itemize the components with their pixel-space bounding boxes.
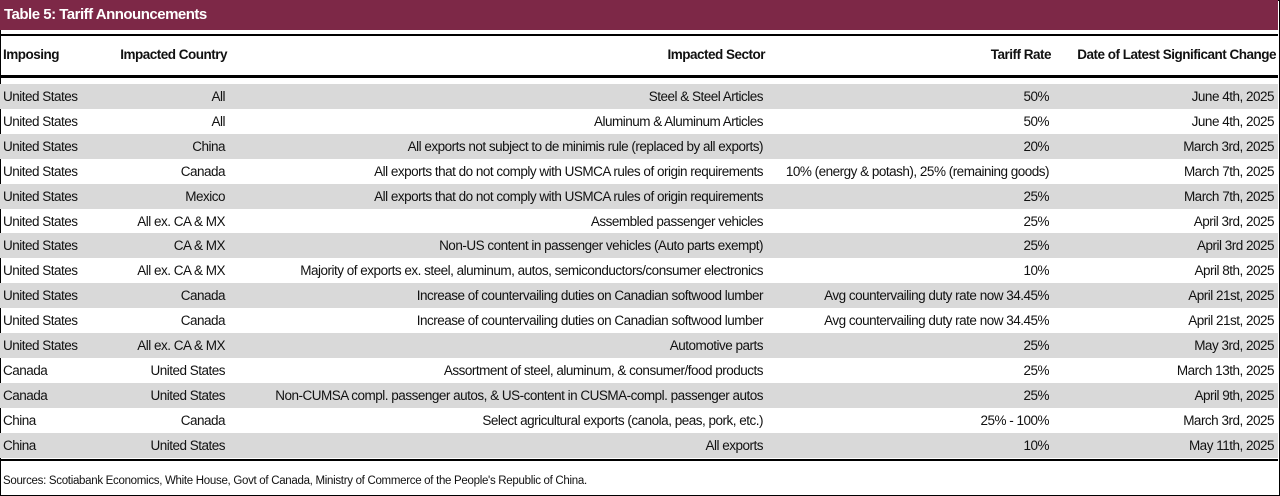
header-date-of-change: Date of Latest Significant Change	[1077, 47, 1276, 62]
cell-impacted-country: Canada	[180, 163, 225, 179]
cell-impacted-country: CA & MX	[173, 238, 225, 254]
cell-date: March 3rd, 2025	[1183, 138, 1274, 154]
table-row	[0, 283, 1278, 308]
cell-impacted-sector: Select agricultural exports (canola, peas, pork, etc.)	[482, 412, 763, 428]
cell-imposing: United States	[3, 138, 78, 154]
table-row	[0, 134, 1278, 159]
cell-tariff-rate: 10%	[1023, 437, 1049, 453]
cell-tariff-rate: 10% (energy & potash), 25% (remaining goods)	[785, 163, 1049, 179]
table-row	[0, 184, 1278, 209]
cell-imposing: China	[3, 412, 36, 428]
cell-date: April 9th, 2025	[1194, 387, 1274, 403]
cell-impacted-sector: Non-CUMSA compl. passenger autos, & US-content in CUSMA-compl. passenger autos	[275, 387, 763, 403]
header-impacted-sector: Impacted Sector	[667, 47, 765, 62]
table-row	[0, 433, 1278, 458]
table-row	[0, 109, 1278, 134]
table-row	[0, 383, 1278, 408]
cell-imposing: Canada	[3, 387, 48, 403]
cell-imposing: United States	[3, 163, 78, 179]
cell-impacted-country: China	[192, 138, 225, 154]
cell-imposing: United States	[3, 263, 78, 279]
table-title: Table 5: Tariff Announcements	[4, 6, 207, 23]
cell-impacted-sector: All exports that do not comply with USMCA rules of origin requirements	[374, 163, 763, 179]
cell-tariff-rate: 50%	[1023, 113, 1049, 129]
table-row	[0, 408, 1278, 433]
cell-tariff-rate: Avg countervailing duty rate now 34.45%	[824, 313, 1049, 329]
cell-impacted-sector: All exports that do not comply with USMCA rules of origin requirements	[374, 188, 763, 204]
cell-date: April 21st, 2025	[1188, 313, 1274, 329]
cell-tariff-rate: 10%	[1023, 263, 1049, 279]
header-bottom-rule	[0, 75, 1278, 78]
cell-impacted-country: United States	[150, 362, 225, 378]
cell-imposing: China	[3, 437, 36, 453]
cell-impacted-sector: Non-US content in passenger vehicles (Auto parts exempt)	[439, 238, 763, 254]
cell-tariff-rate: 25%	[1023, 387, 1049, 403]
cell-date: March 13th, 2025	[1176, 362, 1274, 378]
header-impacted-country: Impacted Country	[120, 47, 227, 62]
cell-tariff-rate: 25%	[1023, 362, 1049, 378]
cell-impacted-country: All	[211, 89, 225, 104]
cell-imposing: United States	[3, 238, 78, 254]
header-tariff-rate: Tariff Rate	[990, 47, 1051, 62]
cell-date: April 3rd 2025	[1196, 238, 1274, 254]
cell-date: March 7th, 2025	[1183, 163, 1274, 179]
cell-impacted-country: Canada	[180, 313, 225, 329]
header-imposing: Imposing	[3, 47, 59, 62]
cell-tariff-rate: 20%	[1023, 138, 1049, 154]
cell-impacted-country: All	[211, 113, 225, 129]
cell-imposing: United States	[3, 288, 78, 304]
cell-impacted-sector: Assembled passenger vehicles	[590, 213, 763, 229]
cell-impacted-sector: Steel & Steel Articles	[648, 89, 763, 104]
cell-imposing: United States	[3, 113, 78, 129]
cell-impacted-country: All ex. CA & MX	[137, 263, 225, 279]
table-row	[0, 84, 1278, 109]
cell-impacted-country: United States	[150, 437, 225, 453]
cell-imposing: United States	[3, 89, 78, 104]
table-row	[0, 258, 1278, 283]
cell-tariff-rate: Avg countervailing duty rate now 34.45%	[824, 288, 1049, 304]
cell-date: March 3rd, 2025	[1183, 412, 1274, 428]
cell-tariff-rate: 25%	[1023, 213, 1049, 229]
cell-impacted-country: Canada	[180, 288, 225, 304]
table-row	[0, 308, 1278, 333]
cell-tariff-rate: 25%	[1023, 338, 1049, 353]
header-top-rule	[0, 34, 1278, 36]
cell-tariff-rate: 50%	[1023, 89, 1049, 104]
cell-imposing: United States	[3, 338, 78, 353]
cell-date: June 4th, 2025	[1191, 113, 1274, 129]
cell-imposing: United States	[3, 313, 78, 329]
cell-date: April 8th, 2025	[1194, 263, 1274, 279]
table-row	[0, 233, 1278, 258]
cell-tariff-rate: 25%	[1023, 188, 1049, 204]
cell-impacted-country: Mexico	[185, 188, 225, 204]
cell-impacted-sector: Automotive parts	[669, 338, 763, 353]
cell-impacted-country: All ex. CA & MX	[137, 338, 225, 353]
cell-impacted-sector: Majority of exports ex. steel, aluminum, autos, semiconductors/consumer electronics	[300, 263, 763, 279]
table-bottom-rule	[0, 459, 1278, 461]
cell-date: May 11th, 2025	[1188, 437, 1274, 453]
cell-impacted-sector: Aluminum & Aluminum Articles	[593, 113, 763, 129]
cell-date: June 4th, 2025	[1191, 89, 1274, 104]
cell-impacted-sector: All exports not subject to de minimis rule (replaced by all exports)	[407, 138, 763, 154]
cell-impacted-country: All ex. CA & MX	[137, 213, 225, 229]
cell-impacted-country: United States	[150, 387, 225, 403]
cell-imposing: United States	[3, 188, 78, 204]
cell-imposing: United States	[3, 213, 78, 229]
title-bar	[0, 0, 1278, 30]
cell-impacted-sector: Assortment of steel, aluminum, & consumer/food products	[443, 362, 763, 378]
cell-impacted-sector: Increase of countervailing duties on Canadian softwood lumber	[416, 313, 763, 329]
cell-date: April 3rd, 2025	[1193, 213, 1274, 229]
cell-tariff-rate: 25%	[1023, 238, 1049, 254]
table-row	[0, 333, 1278, 358]
cell-impacted-sector: Increase of countervailing duties on Canadian softwood lumber	[416, 288, 763, 304]
cell-impacted-sector: All exports	[705, 437, 763, 453]
cell-impacted-country: Canada	[180, 412, 225, 428]
table-row	[0, 209, 1278, 234]
table-row	[0, 159, 1278, 184]
cell-tariff-rate: 25% - 100%	[980, 412, 1049, 428]
cell-imposing: Canada	[3, 362, 48, 378]
cell-date: May 3rd, 2025	[1194, 338, 1274, 353]
cell-date: March 7th, 2025	[1183, 188, 1274, 204]
table-row	[0, 358, 1278, 383]
cell-date: April 21st, 2025	[1188, 288, 1274, 304]
source-note: Sources: Scotiabank Economics, White House, Govt of Canada, Ministry of Commerce of the People's Republic of China.	[3, 475, 587, 487]
